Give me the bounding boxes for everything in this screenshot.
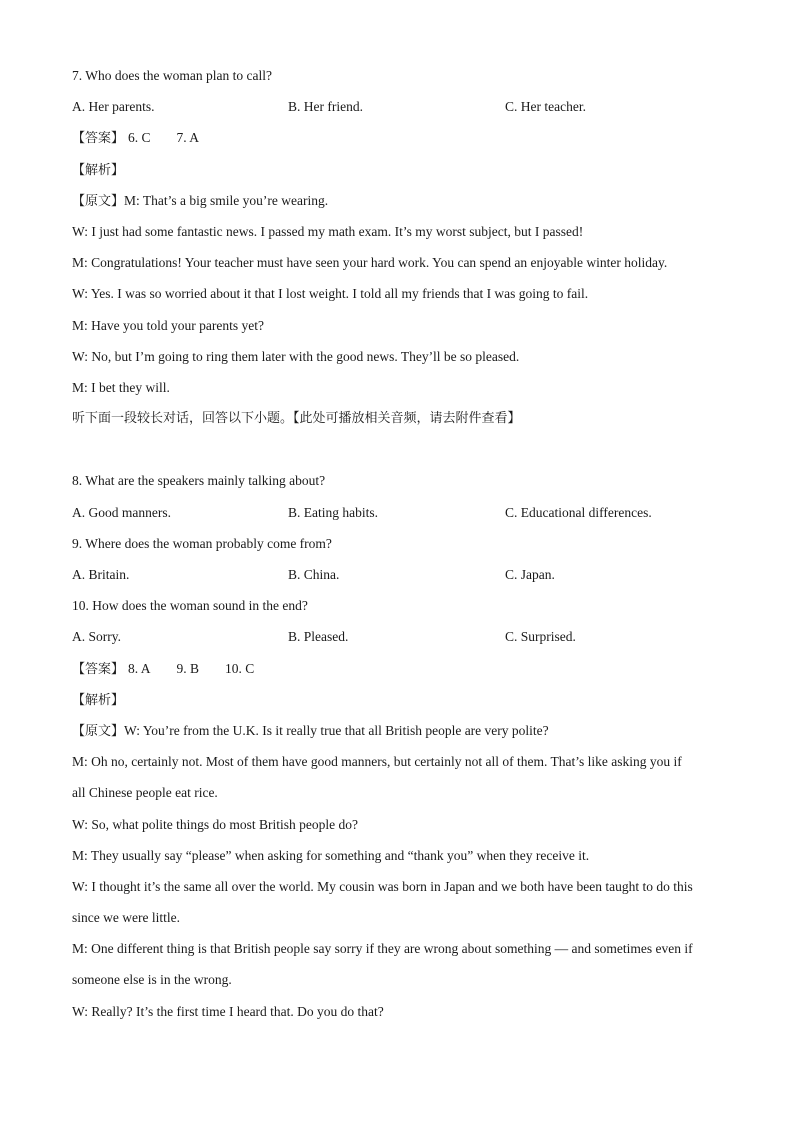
analysis-label-2 — [72, 684, 732, 715]
transcript-line: all Chinese people eat rice. — [72, 785, 218, 801]
transcript-line: someone else is in the wrong. — [72, 972, 232, 988]
transcript-line: M: Congratulations! Your teacher must have seen your hard work. You can spend an enjoyable winter holiday. — [72, 255, 668, 271]
question-10-options — [72, 621, 732, 652]
q7-option-c: C. Her teacher. — [505, 99, 586, 115]
answer-item: 8. A — [128, 660, 151, 676]
transcript-line: W: Yes. I was so worried about it that I lost weight. I told all my friends that I was going to fail. — [72, 286, 589, 302]
q8-option-c: C. Educational differences. — [505, 504, 652, 520]
document-page — [72, 60, 732, 1027]
transcript-line: W: I thought it’s the same all over the world. My cousin was born in Japan and we both have been taught to do this — [72, 878, 693, 894]
q10-option-a: A. Sorry. — [72, 629, 121, 645]
answer-item: 6. C — [128, 130, 151, 146]
transcript-line — [72, 715, 732, 746]
q10-option-c: C. Surprised. — [505, 629, 576, 645]
q8-option-b: B. Eating habits. — [288, 504, 378, 520]
analysis-label: 【解析】 — [72, 162, 125, 178]
transcript-line: since we were little. — [72, 910, 180, 926]
answer-label: 【答案】 — [72, 131, 125, 147]
answer-line-1 — [72, 122, 732, 153]
transcript-line: W: No, but I’m going to ring them later with the good news. They’ll be so pleased. — [72, 348, 520, 364]
question-7-options — [72, 91, 732, 122]
transcript-text: W: You’re from the U.K. Is it really true that all British people are very polite? — [124, 722, 549, 738]
analysis-label: 【解析】 — [72, 692, 125, 708]
listening-instruction: 听下面一段较长对话，回答以下小题。【此处可播放相关音频，请去附件查看】 — [72, 411, 521, 427]
answer-label: 【答案】 — [72, 661, 125, 677]
q9-option-b: B. China. — [288, 567, 340, 582]
question-9: 9. Where does the woman probably come from? — [72, 535, 332, 551]
blank-gap — [72, 434, 732, 465]
transcript-line: W: So, what polite things do most British people do? — [72, 816, 358, 832]
transcript-line: M: One different thing is that British people say sorry if they are wrong about something — and sometimes even if — [72, 941, 693, 957]
transcript-label: 【原文】 — [72, 723, 125, 739]
question-7: 7. Who does the woman plan to call? — [72, 68, 272, 83]
transcript-line: M: I bet they will. — [72, 379, 170, 395]
transcript-line: W: Really? It’s the first time I heard that. Do you do that? — [72, 1003, 384, 1019]
analysis-label-1 — [72, 154, 732, 185]
transcript-line: M: Have you told your parents yet? — [72, 317, 264, 333]
q7-option-b: B. Her friend. — [288, 99, 363, 115]
question-8: 8. What are the speakers mainly talking about? — [72, 473, 326, 489]
transcript-label: 【原文】 — [72, 193, 125, 209]
q8-option-a: A. Good manners. — [72, 504, 171, 520]
transcript-text: M: That’s a big smile you’re wearing. — [124, 192, 329, 208]
answer-item: 7. A — [176, 130, 200, 146]
transcript-line — [72, 185, 732, 216]
question-9-options — [72, 559, 732, 590]
q9-option-c: C. Japan. — [505, 567, 555, 582]
question-8-options — [72, 497, 732, 528]
answer-item: 10. C — [225, 660, 255, 676]
transcript-line: M: Oh no, certainly not. Most of them have good manners, but certainly not all of them. That’s like asking you if — [72, 754, 682, 770]
q7-option-a: A. Her parents. — [72, 99, 155, 115]
answer-item: 9. B — [176, 660, 200, 676]
transcript-line: M: They usually say “please” when asking for something and “thank you” when they receive it. — [72, 847, 590, 863]
answer-line-2 — [72, 653, 732, 684]
q10-option-b: B. Pleased. — [288, 629, 349, 645]
question-10: 10. How does the woman sound in the end? — [72, 598, 308, 614]
q9-option-a: A. Britain. — [72, 567, 130, 582]
transcript-line: W: I just had some fantastic news. I passed my math exam. It’s my worst subject, but I passed! — [72, 223, 584, 239]
